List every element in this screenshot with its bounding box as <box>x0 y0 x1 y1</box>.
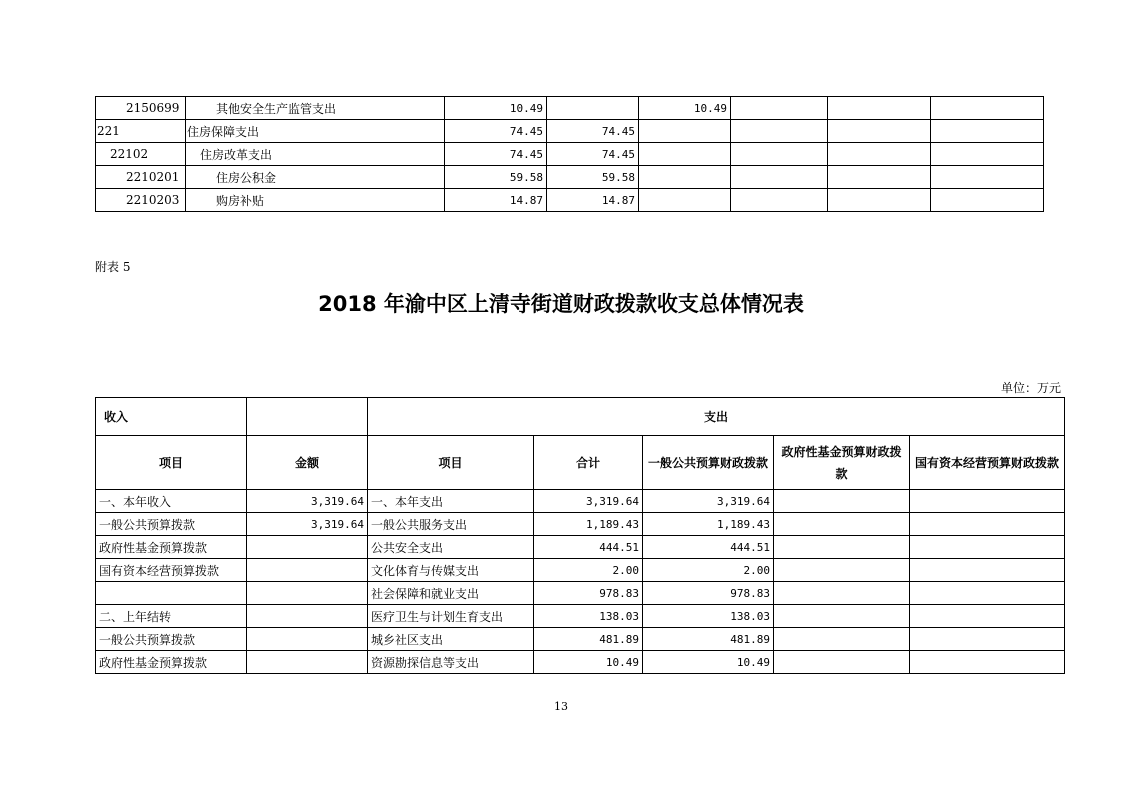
expense-item-cell: 城乡社区支出 <box>368 628 534 651</box>
page-title: 2018 年渝中区上清寺街道财政拨款收支总体情况表 <box>318 292 804 316</box>
income-amount-cell: 3,319.64 <box>247 490 368 513</box>
income-amount-cell <box>247 559 368 582</box>
state-capital-cell <box>910 490 1065 513</box>
empty-cell <box>931 189 1044 212</box>
income-item-cell: 一般公共预算拨款 <box>96 513 247 536</box>
general-budget-cell: 481.89 <box>643 628 774 651</box>
header-row <box>96 398 1065 436</box>
project-cell <box>639 120 731 143</box>
fund-budget-cell <box>774 582 910 605</box>
code-cell: 2210201 <box>96 166 186 189</box>
total-cell: 74.45 <box>445 120 547 143</box>
empty-header-cell <box>247 398 368 436</box>
empty-cell <box>828 143 931 166</box>
project-cell: 10.49 <box>639 97 731 120</box>
state-capital-cell <box>910 605 1065 628</box>
expense-item-cell: 医疗卫生与计划生育支出 <box>368 605 534 628</box>
basic-cell: 74.45 <box>547 143 639 166</box>
empty-cell <box>931 166 1044 189</box>
table-row <box>96 490 1065 513</box>
fund-budget-cell <box>774 628 910 651</box>
code-cell: 2150699 <box>96 97 186 120</box>
expense-header: 支出 <box>368 398 1065 436</box>
unit-label: 单位：万元 <box>1000 381 1061 395</box>
income-item-cell: 一般公共预算拨款 <box>96 628 247 651</box>
empty-cell <box>731 120 828 143</box>
fund-budget-cell <box>774 605 910 628</box>
income-item-cell: 一、本年收入 <box>96 490 247 513</box>
code-cell: 22102 <box>96 143 186 166</box>
general-budget-cell: 1,189.43 <box>643 513 774 536</box>
empty-cell <box>731 143 828 166</box>
header-row <box>96 436 1065 490</box>
fund-budget-header: 政府性基金预算财政拨款 <box>774 436 910 490</box>
empty-cell <box>731 166 828 189</box>
state-capital-cell <box>910 559 1065 582</box>
table-row <box>96 189 1044 212</box>
income-header: 收入 <box>96 398 247 436</box>
table-row <box>96 536 1065 559</box>
fund-budget-cell <box>774 536 910 559</box>
income-amount-cell <box>247 605 368 628</box>
expense-total-cell: 3,319.64 <box>534 490 643 513</box>
expense-total-cell: 2.00 <box>534 559 643 582</box>
empty-cell <box>828 189 931 212</box>
expense-total-cell: 10.49 <box>534 651 643 674</box>
name-cell: 住房公积金 <box>186 166 445 189</box>
general-budget-header: 一般公共预算财政拨款 <box>643 436 774 490</box>
table-row <box>96 120 1044 143</box>
table-row <box>96 166 1044 189</box>
total-cell: 14.87 <box>445 189 547 212</box>
state-capital-cell <box>910 651 1065 674</box>
empty-cell <box>828 120 931 143</box>
empty-cell <box>731 97 828 120</box>
basic-cell: 74.45 <box>547 120 639 143</box>
table-row <box>96 605 1065 628</box>
fund-budget-cell <box>774 559 910 582</box>
expense-total-cell: 481.89 <box>534 628 643 651</box>
basic-cell <box>547 97 639 120</box>
total-cell: 59.58 <box>445 166 547 189</box>
fund-budget-cell <box>774 490 910 513</box>
fund-budget-cell <box>774 651 910 674</box>
income-item-cell: 二、上年结转 <box>96 605 247 628</box>
project-cell <box>639 189 731 212</box>
basic-cell: 14.87 <box>547 189 639 212</box>
expense-item-cell: 社会保障和就业支出 <box>368 582 534 605</box>
table-row <box>96 513 1065 536</box>
name-cell: 住房改革支出 <box>186 143 445 166</box>
table-row <box>96 582 1065 605</box>
project-cell <box>639 166 731 189</box>
code-cell: 221 <box>96 120 186 143</box>
total-cell: 74.45 <box>445 143 547 166</box>
expense-item-cell: 一、本年支出 <box>368 490 534 513</box>
income-amount-cell: 3,319.64 <box>247 513 368 536</box>
state-capital-cell <box>910 513 1065 536</box>
income-item-header: 项目 <box>96 436 247 490</box>
general-budget-cell: 2.00 <box>643 559 774 582</box>
income-amount-header: 金额 <box>247 436 368 490</box>
attachment-label: 附表 5 <box>95 260 131 274</box>
income-item-cell: 国有资本经营预算拨款 <box>96 559 247 582</box>
name-cell: 住房保障支出 <box>186 120 445 143</box>
income-amount-cell <box>247 651 368 674</box>
income-item-cell: 政府性基金预算拨款 <box>96 651 247 674</box>
empty-cell <box>931 120 1044 143</box>
expense-total-cell: 978.83 <box>534 582 643 605</box>
income-amount-cell <box>247 582 368 605</box>
table-row <box>96 97 1044 120</box>
expense-item-cell: 文化体育与传媒支出 <box>368 559 534 582</box>
expense-item-cell: 一般公共服务支出 <box>368 513 534 536</box>
expense-item-cell: 公共安全支出 <box>368 536 534 559</box>
fund-budget-cell <box>774 513 910 536</box>
empty-cell <box>731 189 828 212</box>
general-budget-cell: 444.51 <box>643 536 774 559</box>
expense-item-header: 项目 <box>368 436 534 490</box>
table-row <box>96 651 1065 674</box>
continuation-table <box>95 96 1044 212</box>
empty-cell <box>828 166 931 189</box>
page-number: 13 <box>554 700 568 713</box>
state-capital-cell <box>910 582 1065 605</box>
general-budget-cell: 10.49 <box>643 651 774 674</box>
expense-total-header: 合计 <box>534 436 643 490</box>
table-row <box>96 559 1065 582</box>
table-row <box>96 628 1065 651</box>
name-cell: 其他安全生产监管支出 <box>186 97 445 120</box>
expense-total-cell: 138.03 <box>534 605 643 628</box>
code-cell: 2210203 <box>96 189 186 212</box>
expense-item-cell: 资源勘探信息等支出 <box>368 651 534 674</box>
empty-cell <box>828 97 931 120</box>
total-cell: 10.49 <box>445 97 547 120</box>
project-cell <box>639 143 731 166</box>
name-cell: 购房补贴 <box>186 189 445 212</box>
empty-cell <box>931 97 1044 120</box>
basic-cell: 59.58 <box>547 166 639 189</box>
general-budget-cell: 138.03 <box>643 605 774 628</box>
general-budget-cell: 978.83 <box>643 582 774 605</box>
table-row <box>96 143 1044 166</box>
expense-total-cell: 1,189.43 <box>534 513 643 536</box>
state-capital-cell <box>910 536 1065 559</box>
income-amount-cell <box>247 628 368 651</box>
empty-cell <box>931 143 1044 166</box>
expense-total-cell: 444.51 <box>534 536 643 559</box>
income-item-cell: 政府性基金预算拨款 <box>96 536 247 559</box>
state-capital-header: 国有资本经营预算财政拨款 <box>910 436 1065 490</box>
summary-table <box>95 397 1065 674</box>
income-amount-cell <box>247 536 368 559</box>
general-budget-cell: 3,319.64 <box>643 490 774 513</box>
income-item-cell <box>96 582 247 605</box>
state-capital-cell <box>910 628 1065 651</box>
